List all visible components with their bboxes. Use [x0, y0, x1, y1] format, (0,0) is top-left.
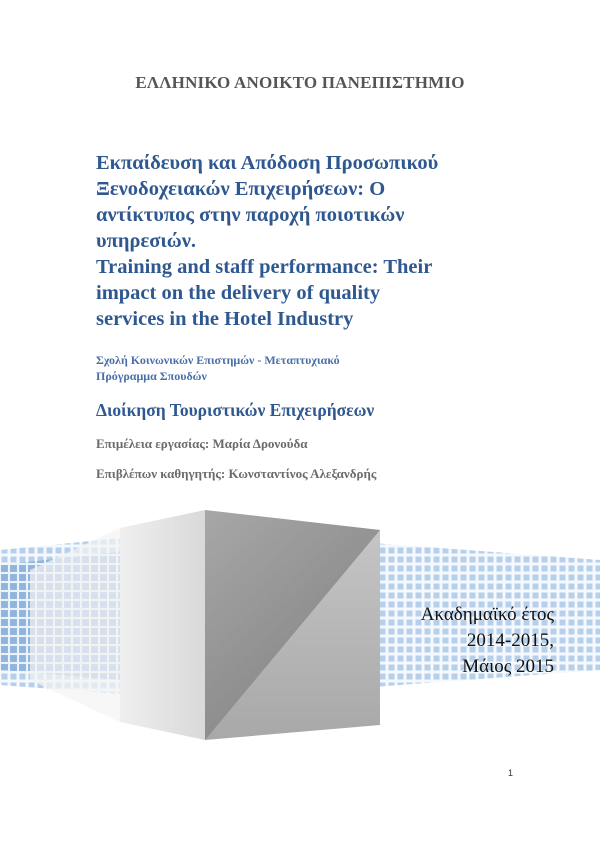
editor-credit: Επιμέλεια εργασίας: Μαρία Δρονούδα: [96, 436, 308, 451]
title-block: [96, 150, 504, 332]
title-greek-line: Ξενοδοχειακών Επιχειρήσεων: Ο: [96, 178, 386, 200]
school-line: Σχολή Κοινωνικών Επιστημών - Μεταπτυχιακό: [96, 353, 340, 367]
program-name: Διοίκηση Τουριστικών Επιχειρήσεων: [96, 400, 375, 420]
supervisor-credit: Επιβλέπων καθηγητής: Κωνσταντίνος Αλεξανδρής: [96, 466, 377, 481]
academic-date: Μάιος 2015: [462, 656, 554, 677]
school-name: [96, 352, 504, 384]
university-name: ΕΛΛΗΝΙΚΟ ΑΝΟΙΚΤΟ ΠΑΝΕΠΙΣΤΗΜΙΟ: [135, 73, 465, 92]
title-english-line: impact on the delivery of quality: [96, 282, 381, 304]
title-greek-line: υπηρεσιών.: [96, 230, 197, 252]
academic-year-range: 2014-2015,: [466, 630, 554, 651]
page-number: 1: [508, 768, 514, 778]
title-greek-line: αντίκτυπος στην παροχή ποιοτικών: [96, 204, 405, 226]
title-english-line: Training and staff performance: Their: [96, 256, 433, 278]
academic-year-block: [421, 602, 554, 680]
school-line: Πρόγραμμα Σπουδών: [96, 369, 207, 383]
title-greek: [96, 150, 504, 254]
title-greek-line: Εκπαίδευση και Απόδοση Προσωπικού: [96, 152, 439, 174]
title-english-line: services in the Hotel Industry: [96, 308, 354, 330]
title-english: [96, 254, 504, 332]
academic-year-label: Ακαδημαϊκό έτος: [420, 604, 554, 625]
